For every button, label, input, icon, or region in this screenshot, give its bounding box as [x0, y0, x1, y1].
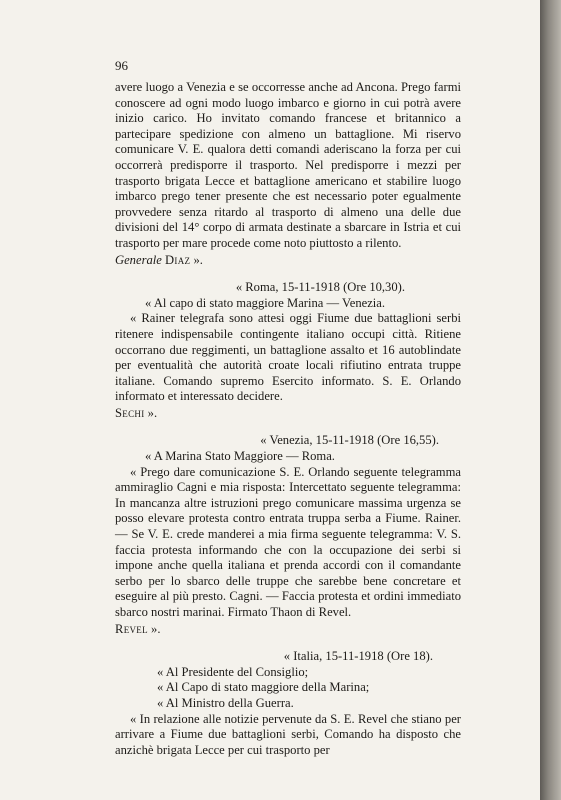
signature-title: Generale	[115, 252, 162, 267]
telegram-recipient: « Al Ministro della Guerra.	[157, 695, 294, 710]
page-edge	[540, 0, 561, 800]
telegram-recipient: « Al Presidente del Consiglio;	[157, 664, 309, 679]
signature-end: ».	[147, 621, 161, 636]
signature-name: Diaz	[165, 252, 191, 267]
telegram-header-italia: « Italia, 15-11-1918 (Ore 18).	[283, 649, 433, 664]
telegram-recipient: « Al capo di stato maggiore Marina — Venezia.	[145, 295, 386, 310]
telegram-body: « Prego dare comunicazione S. E. Orlando seguente telegramma ammiraglio Cagni e mia risposta: Intercettato seguente telegramma: In mancanza altre istruzioni prego comunicare massima urgenza se posso elevare protesta contro entrata truppa serba a Fiume. Rainer. — Se V. E. crede manderei a mia firma seguente telegramma: V. S. faccia protesta informando che con la occupazione dei serbi si impone anche quella italiana et prenda accordi con il comandante serbo per lo sbarco delle truppe che sarebbe bene concretare et eseguire al più presto. Cagni. — Faccia protesta et ordini immediato sbarco nostri marinai. Firmato Thaon di Revel.	[115, 464, 461, 619]
page-number: 96	[115, 58, 128, 73]
signature-name: Revel	[115, 621, 148, 636]
signature-revel	[115, 622, 461, 638]
signature-end: ».	[144, 405, 158, 420]
page-text	[115, 80, 461, 758]
signature-end: ».	[190, 252, 203, 267]
signature-name: Sechi	[115, 405, 145, 420]
telegram-body: « Rainer telegrafa sono attesi oggi Fiume due battaglioni serbi ritenere indispensabile contingente italiano occupi città. Ritiene occorrano due reggimenti, un battaglione assalto et 16 autoblindate per eventualità che autorità croate locali rifiutino entrata truppe italiane. Comando supremo Esercito informato. S. E. Orlando informato et interessato decidere.	[115, 311, 461, 404]
telegram-recipient: « A Marina Stato Maggiore — Roma.	[145, 449, 335, 464]
signature-sechi	[115, 406, 461, 422]
telegram-recipient: « Al Capo di stato maggiore della Marina;	[157, 680, 370, 695]
signature-diaz	[115, 253, 461, 269]
telegram-header-venezia: « Venezia, 15-11-1918 (Ore 16,55).	[260, 433, 439, 448]
telegram-header-roma: « Roma, 15-11-1918 (Ore 10,30).	[235, 280, 405, 295]
paragraph-continuation: avere luogo a Venezia e se occorresse anche ad Ancona. Prego farmi conoscere ad ogni modo luogo imbarco e giorno in cui potrà avere inizio carico. Ho invitato comando francese et britannico a partecipare spedizione con almeno un battaglione. Mi riservo comunicare V. E. qualora detti comandi aderiscano la forza per cui occorrerà predisporre il trasporto. Nel predisporre i mezzi per trasporto brigata Lecce et battaglione americano et stabilire luogo imbarco prego tener presente che est necessario poter egualmente provvedere senza ritardo al trasporto di almeno una delle due divisioni del 14° corpo di armata destinate a sbarcare in Istria et cui trasporto per mare procede come noto piuttosto a rilento.	[115, 80, 461, 250]
telegram-body: « In relazione alle notizie pervenute da S. E. Revel che stiano per arrivare a Fiume due battaglioni serbi, Comando ha disposto che anzichè brigata Lecce per cui trasporto per	[115, 711, 461, 757]
